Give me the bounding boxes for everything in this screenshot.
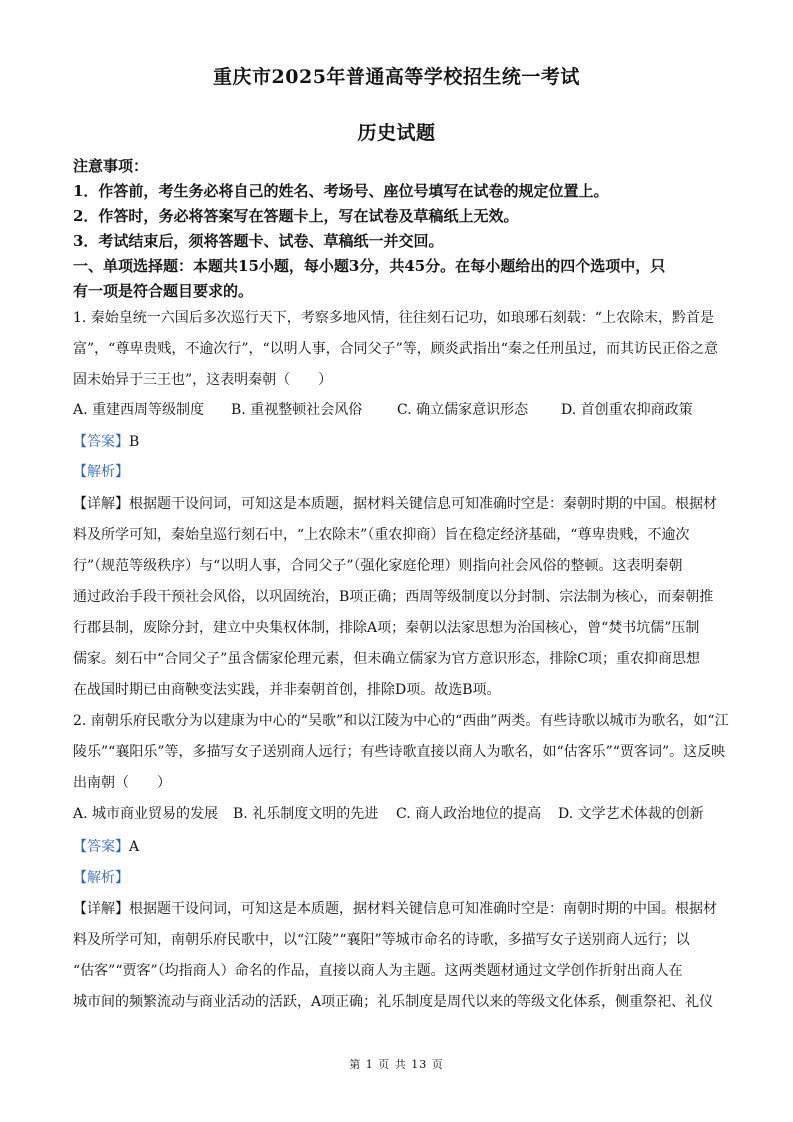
q1-stem: 富”，“尊卑贵贱，不逾次行”，“以明人事，合同父子”等，顾炎武指出“秦之任刑虽过，而其访民正俗之意 xyxy=(73,341,718,357)
q1-option-d: D. 首创重农抑商政策 xyxy=(561,402,693,418)
q2-option-c: C. 商人政治地位的提高 xyxy=(396,806,542,822)
q1-options xyxy=(73,400,723,420)
notice-item: 1．作答前，考生务必将自己的姓名、考场号、座位号填写在试卷的规定位置上。 xyxy=(73,182,609,200)
q2-option-d: D. 文学艺术体裁的创新 xyxy=(558,806,704,822)
q2-detail-line: 料及所学可知，南朝乐府民歌中，以“江陵”“襄阳”等城市命名的诗歌，多描写女子送别商人远行；以 xyxy=(73,932,690,948)
notice-item: 2．作答时，务必将答案写在答题卡上，写在试卷及草稿纸上无效。 xyxy=(73,207,519,225)
q2-option-b: B. 礼乐制度文明的先进 xyxy=(233,806,379,822)
answer-tag: 【答案】 xyxy=(73,434,129,450)
q1-detail xyxy=(73,494,723,514)
q2-detail-text: 根据题干设问词，可知这是本质题，据材料关键信息可知准确时空是：南朝时期的中国。根据材 xyxy=(129,901,717,917)
q1-detail-line: 料及所学可知，秦始皇巡行刻石中，“上农除末”（重农抑商）旨在稳定经济基础，“尊卑贵贱，不逾次 xyxy=(73,527,690,543)
q1-detail-line: 儒家。刻石中“合同父子”虽含儒家伦理元素，但未确立儒家为官方意识形态，排除C项；重农抑商思想 xyxy=(73,651,701,667)
q2-answer xyxy=(73,837,723,857)
q2-stem: 2. 南朝乐府民歌分为以建康为中心的“吴歌”和以江陵为中心的“西曲”两类。有些诗歌以城市为歌名，如“江 xyxy=(73,713,729,729)
q1-analysis-tag: 【解析】 xyxy=(73,464,129,480)
q1-option-c: C. 确立儒家意识形态 xyxy=(397,402,529,418)
q1-detail-line: 通过政治手段干预社会风俗，以巩固统治，B项正确；西周等级制度以分封制、宗法制为核心，而秦朝推 xyxy=(73,589,714,605)
section-heading: 一、单项选择题：本题共15小题，每小题3分，共45分。在每小题给出的四个选项中，只 xyxy=(73,257,666,275)
q2-detail xyxy=(73,899,723,919)
answer-tag: 【答案】 xyxy=(73,839,129,855)
detail-tag: 【详解】 xyxy=(73,901,129,917)
section-heading-cont: 有一项是符合题目要求的。 xyxy=(73,282,254,300)
q1-detail-text: 根据题干设问词，可知这是本质题，据材料关键信息可知准确时空是：秦朝时期的中国。根据材 xyxy=(129,496,717,512)
q1-detail-line: 行”（规范等级秩序）与“以明人事，合同父子”（强化家庭伦理）则指向社会风俗的整顿。这表明秦朝 xyxy=(73,558,683,574)
notice-heading: 注意事项： xyxy=(73,157,149,175)
detail-tag: 【详解】 xyxy=(73,496,129,512)
q1-option-b: B. 重视整顿社会风俗 xyxy=(231,402,363,418)
exam-title: 重庆市2025年普通高等学校招生统一考试 xyxy=(213,66,580,88)
subject-title: 历史试题 xyxy=(357,122,436,144)
q2-option-a: A. 城市商业贸易的发展 xyxy=(73,806,219,822)
page-number: 第 1 页 共 13 页 xyxy=(349,1058,444,1071)
q2-analysis-tag: 【解析】 xyxy=(73,870,129,886)
q1-option-a: A. 重建西周等级制度 xyxy=(73,402,205,418)
q2-detail-line: “估客”“贾客”（均指商人）命名的作品，直接以商人为主题。这两类题材通过文学创作折射出商人在 xyxy=(73,963,683,979)
q1-stem: 固未始异于三王也”，这表明秦朝（ ） xyxy=(73,372,333,388)
q2-detail-line: 城市间的频繁流动与商业活动的活跃，A项正确；礼乐制度是周代以来的等级文化体系，侧重祭祀、礼仪 xyxy=(73,994,714,1010)
q1-answer xyxy=(73,432,723,452)
q1-detail-line: 在战国时期已由商鞅变法实践，并非秦朝首创，排除D项。故选B项。 xyxy=(73,682,501,698)
q2-stem: 出南朝（ ） xyxy=(73,775,171,791)
q1-detail-line: 行郡县制，废除分封，建立中央集权体制，排除A项；秦朝以法家思想为治国核心，曾“焚书坑儒”压制 xyxy=(73,620,700,636)
q1-stem: 1. 秦始皇统一六国后多次巡行天下，考察多地风情，往往刻石记功，如琅琊石刻载：“上农除末，黔首是 xyxy=(73,310,714,326)
q1-answer-value: B xyxy=(129,434,140,450)
q2-options xyxy=(73,804,723,824)
q2-stem: 陵乐”“襄阳乐”等，多描写女子送别商人远行；有些诗歌直接以商人为歌名，如“估客乐”“贾客词”。这反映 xyxy=(73,744,726,760)
notice-item: 3．考试结束后，须将答题卡、试卷、草稿纸一并交回。 xyxy=(73,232,444,250)
q2-answer-value: A xyxy=(129,839,140,855)
